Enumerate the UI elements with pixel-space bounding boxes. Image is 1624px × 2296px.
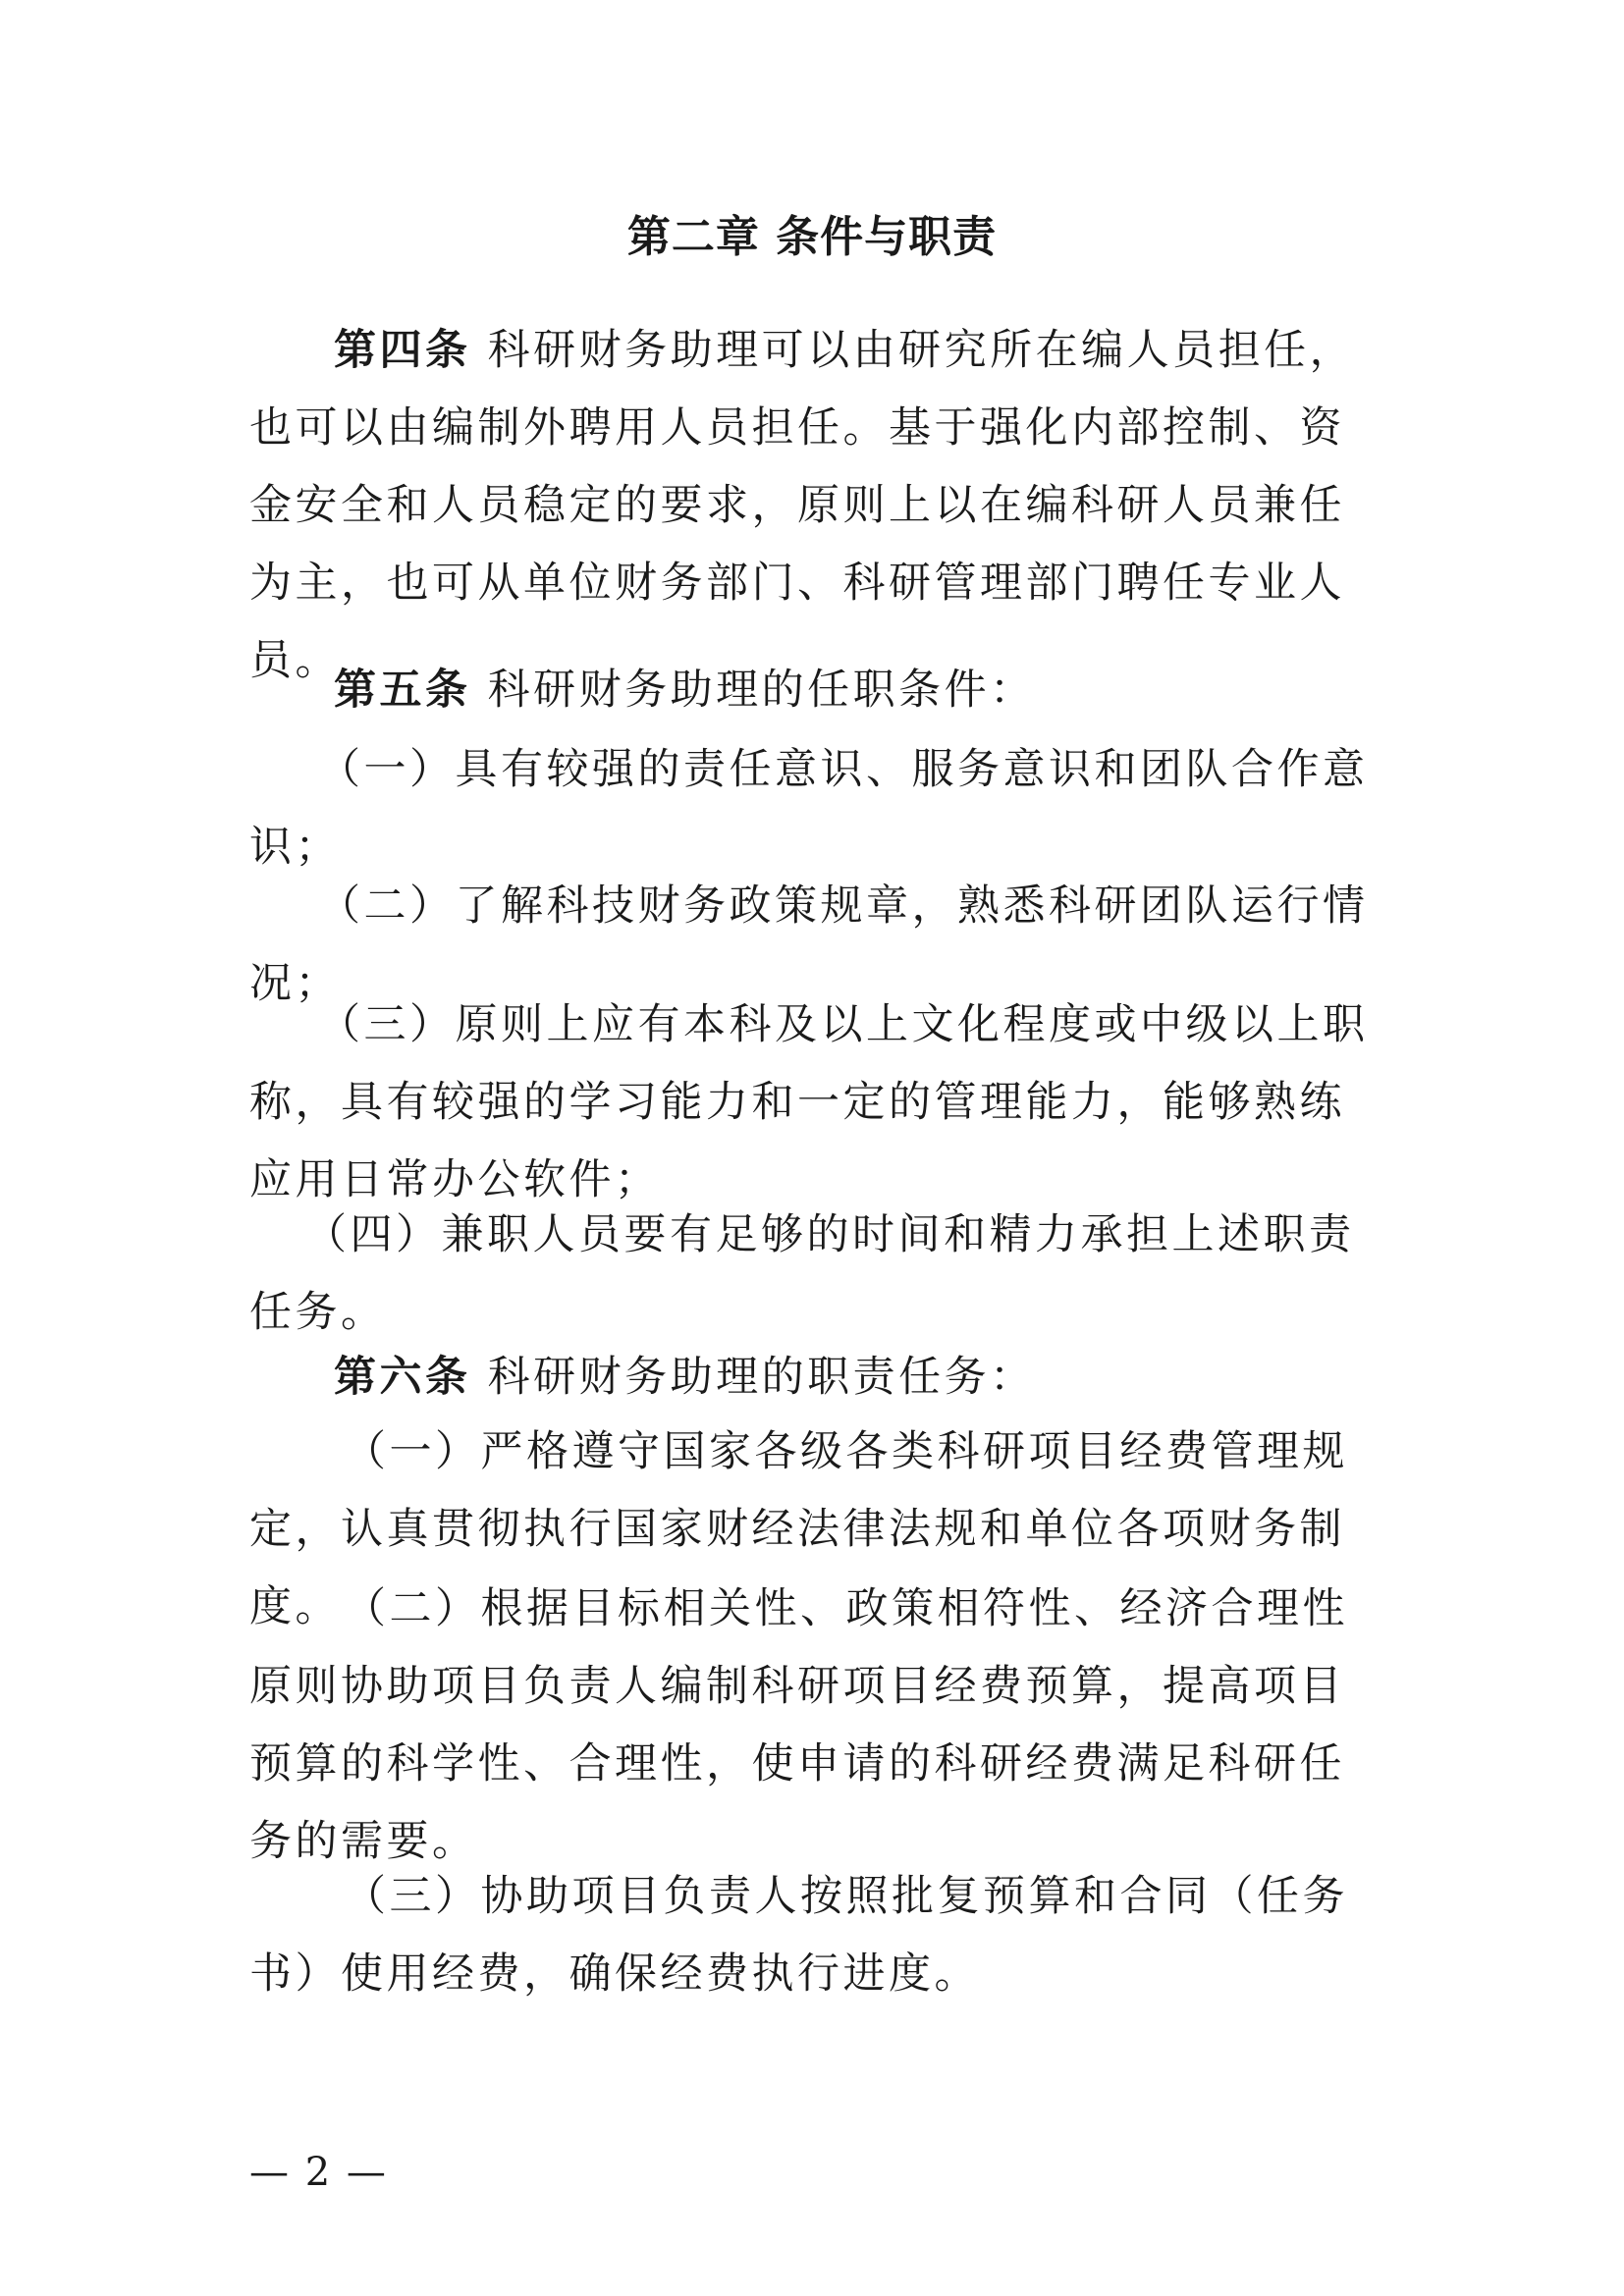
article-4 — [249, 312, 1388, 700]
list-item: （二）了解科技财务政策规章，熟悉科研团队运行情况； — [249, 881, 1369, 1008]
list-item: （一）严格遵守国家各级各类科研项目经费管理规定，认真贯彻执行国家财经法律法规和单位各项财务制度。 — [249, 1427, 1348, 1631]
article-text: 科研财务助理可以由研究所在编人员担任，也可以由编制外聘用人员担任。基于强化内部控制、资金安全和人员稳定的要求，原则上以在编科研人员兼任为主，也可从单位财务部门、科研管理部门聘任专业人员。 — [249, 326, 1356, 685]
list-item: （三）协助项目负责人按照批复预算和合同（任务书）使用经费，确保经费执行进度。 — [249, 1872, 1348, 1999]
list-item: （三）原则上应有本科及以上文化程度或中级以上职称，具有较强的学习能力和一定的管理能力，能够熟练应用日常办公软件； — [249, 1000, 1369, 1204]
list-item: （四）兼职人员要有足够的时间和精力承担上述职责任务。 — [249, 1210, 1355, 1337]
article-text: 科研财务助理的任职条件： — [470, 666, 1036, 715]
chapter-title: 第二章 条件与职责 — [626, 212, 998, 262]
article-label: 第五条 — [334, 666, 471, 715]
article-label: 第六条 — [334, 1353, 471, 1402]
list-item: （一）具有较强的责任意识、服务意识和团队合作意识； — [249, 745, 1369, 872]
article-text: 科研财务助理的职责任务： — [470, 1353, 1036, 1402]
article-5 — [249, 652, 1388, 729]
list-item: （二）根据目标相关性、政策相符性、经济合理性原则协助项目负责人编制科研项目经费预算，提高项目预算的科学性、合理性，使申请的科研经费满足科研任务的需要。 — [249, 1584, 1348, 1866]
article-label: 第四条 — [334, 326, 471, 375]
page-number: — 2 — — [249, 2150, 388, 2195]
article-6 — [249, 1339, 1388, 1416]
